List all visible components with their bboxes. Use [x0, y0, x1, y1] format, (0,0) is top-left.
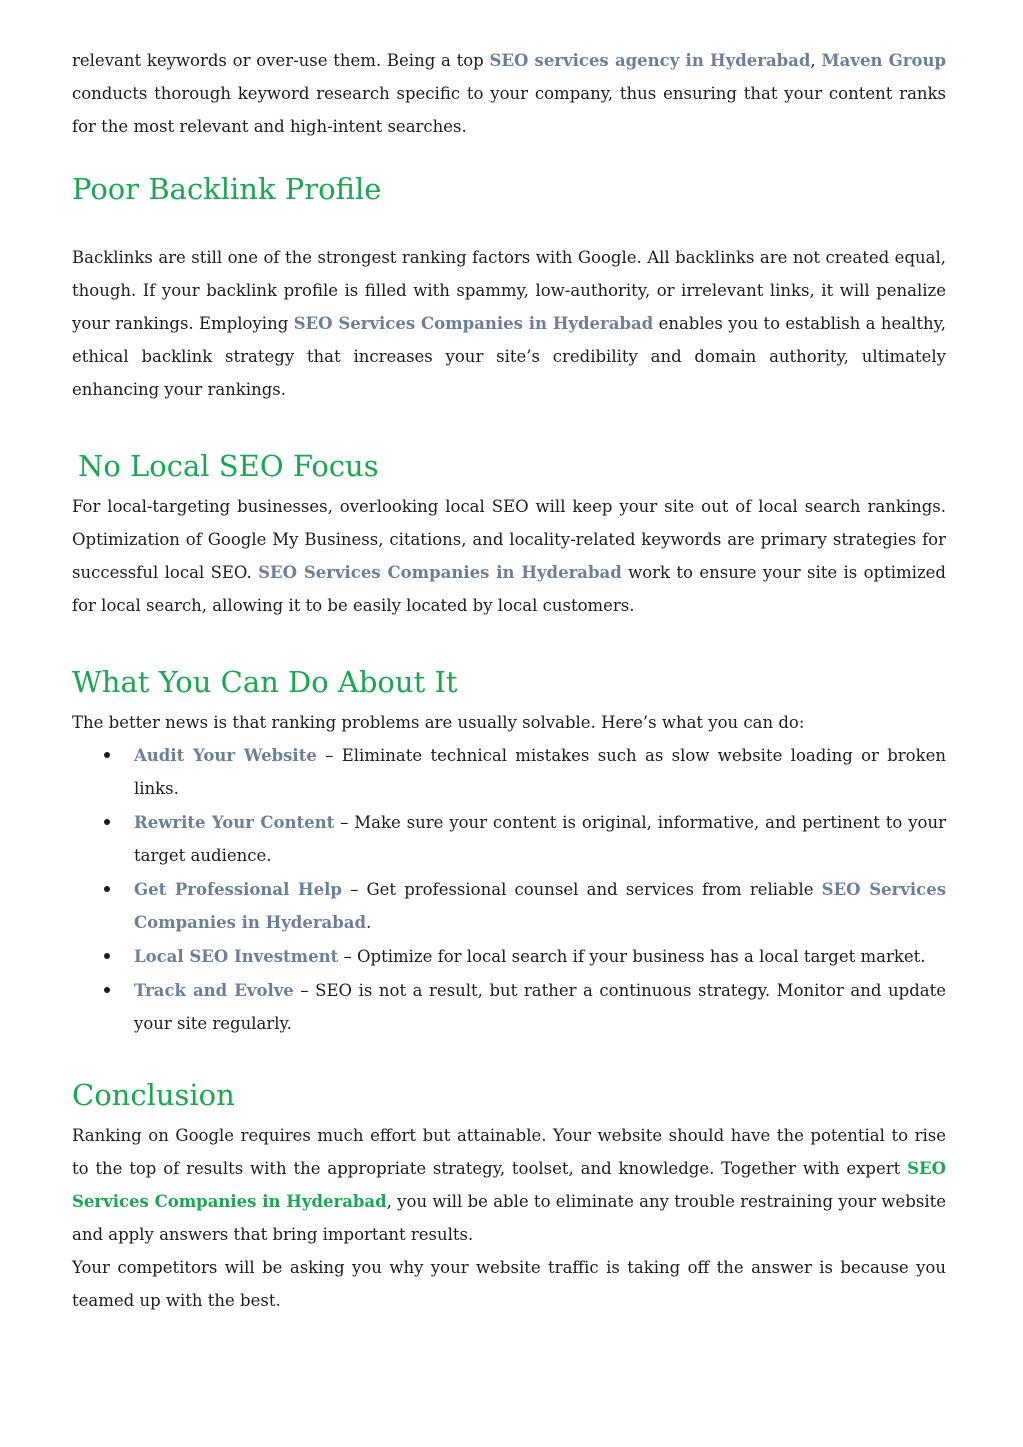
closing-paragraph: Your competitors will be asking you why your website traffic is taking off the answer is because you teamed up with the best.: [72, 1258, 946, 1310]
bullet-icon: [104, 987, 110, 993]
intro-separator: ,: [810, 51, 822, 70]
local-text: For local-targeting businesses, overlooking local SEO will keep your site out of local search rankings. Optimization of Google My Business, citations, and locality-related keywords are primary strategies for successful local SEO.: [72, 497, 946, 582]
list-item: [134, 739, 946, 805]
backlink-text: Backlinks are still one of the strongest ranking factors with Google. All backlinks are not created equal, though. If your backlink profile is filled with spammy, low-authority, or irrelevant links, it will penalize your rankings. Employing: [72, 248, 946, 333]
heading-no-local-seo-focus: No Local SEO Focus: [78, 449, 379, 483]
maven-group-link[interactable]: Maven Group: [821, 51, 947, 70]
what-intro-paragraph: The better news is that ranking problems are usually solvable. Here’s what you can do:: [72, 713, 805, 732]
list-item-tail: .: [366, 913, 372, 932]
list-item-text: – Make sure your content is original, informative, and pertinent to your target audience.: [134, 813, 946, 865]
seo-companies-link[interactable]: SEO Services Companies in Hyderabad: [72, 1159, 946, 1211]
conclusion-paragraph: [72, 1119, 946, 1251]
list-item-title-link[interactable]: Rewrite Your Content: [134, 813, 335, 832]
list-item-title-link[interactable]: Track and Evolve: [134, 981, 294, 1000]
list-item-title-link[interactable]: Audit Your Website: [134, 746, 317, 765]
heading-conclusion: Conclusion: [72, 1078, 235, 1112]
list-item: [134, 940, 946, 973]
intro-text: relevant keywords or over-use them. Being a top: [72, 51, 490, 70]
intro-paragraph: [72, 44, 946, 143]
heading-poor-backlink-profile: Poor Backlink Profile: [72, 172, 382, 206]
heading-what-you-can-do: What You Can Do About It: [72, 665, 458, 699]
list-item-title-link[interactable]: Local SEO Investment: [134, 947, 339, 966]
seo-companies-link[interactable]: SEO Services Companies in Hyderabad: [134, 880, 946, 932]
list-item-text: – Get professional counsel and services from reliable: [341, 880, 822, 899]
seo-companies-link[interactable]: SEO Services Companies in Hyderabad: [258, 563, 622, 582]
seo-companies-link[interactable]: SEO Services Companies in Hyderabad: [293, 314, 654, 333]
bullet-icon: [104, 953, 110, 959]
conclusion-text-tail: , you will be able to eliminate any trouble restraining your website and apply answers that bring important results.: [72, 1192, 946, 1244]
list-item-title-link[interactable]: Get Professional Help: [134, 880, 342, 899]
list-item: [134, 806, 946, 872]
local-paragraph: [72, 490, 946, 622]
list-item: [134, 873, 946, 939]
backlink-text-tail: enables you to establish a healthy, ethical backlink strategy that increases your site’s credibility and domain authority, ultimately enhancing your rankings.: [72, 314, 946, 399]
intro-text-tail: conducts thorough keyword research specific to your company, thus ensuring that your content ranks for the most relevant and high-intent searches.: [72, 84, 946, 136]
list-item-text: – Optimize for local search if your business has a local target market.: [338, 947, 926, 966]
bullet-icon: [104, 819, 110, 825]
seo-agency-link[interactable]: SEO services agency in Hyderabad: [489, 51, 811, 70]
list-item-text: – SEO is not a result, but rather a continuous strategy. Monitor and update your site regularly.: [134, 981, 946, 1033]
document-page: [72, 44, 946, 1317]
list-item: [134, 974, 946, 1040]
bullet-icon: [104, 752, 110, 758]
conclusion-text: Ranking on Google requires much effort but attainable. Your website should have the potential to rise to the top of results with the appropriate strategy, toolset, and knowledge. Together with expert: [72, 1126, 946, 1178]
local-text-tail: work to ensure your site is optimized for local search, allowing it to be easily located by local customers.: [72, 563, 946, 615]
backlink-paragraph: [72, 241, 946, 406]
action-list: [72, 739, 946, 1040]
bullet-icon: [104, 886, 110, 892]
list-item-text: – Eliminate technical mistakes such as slow website loading or broken links.: [134, 746, 947, 798]
